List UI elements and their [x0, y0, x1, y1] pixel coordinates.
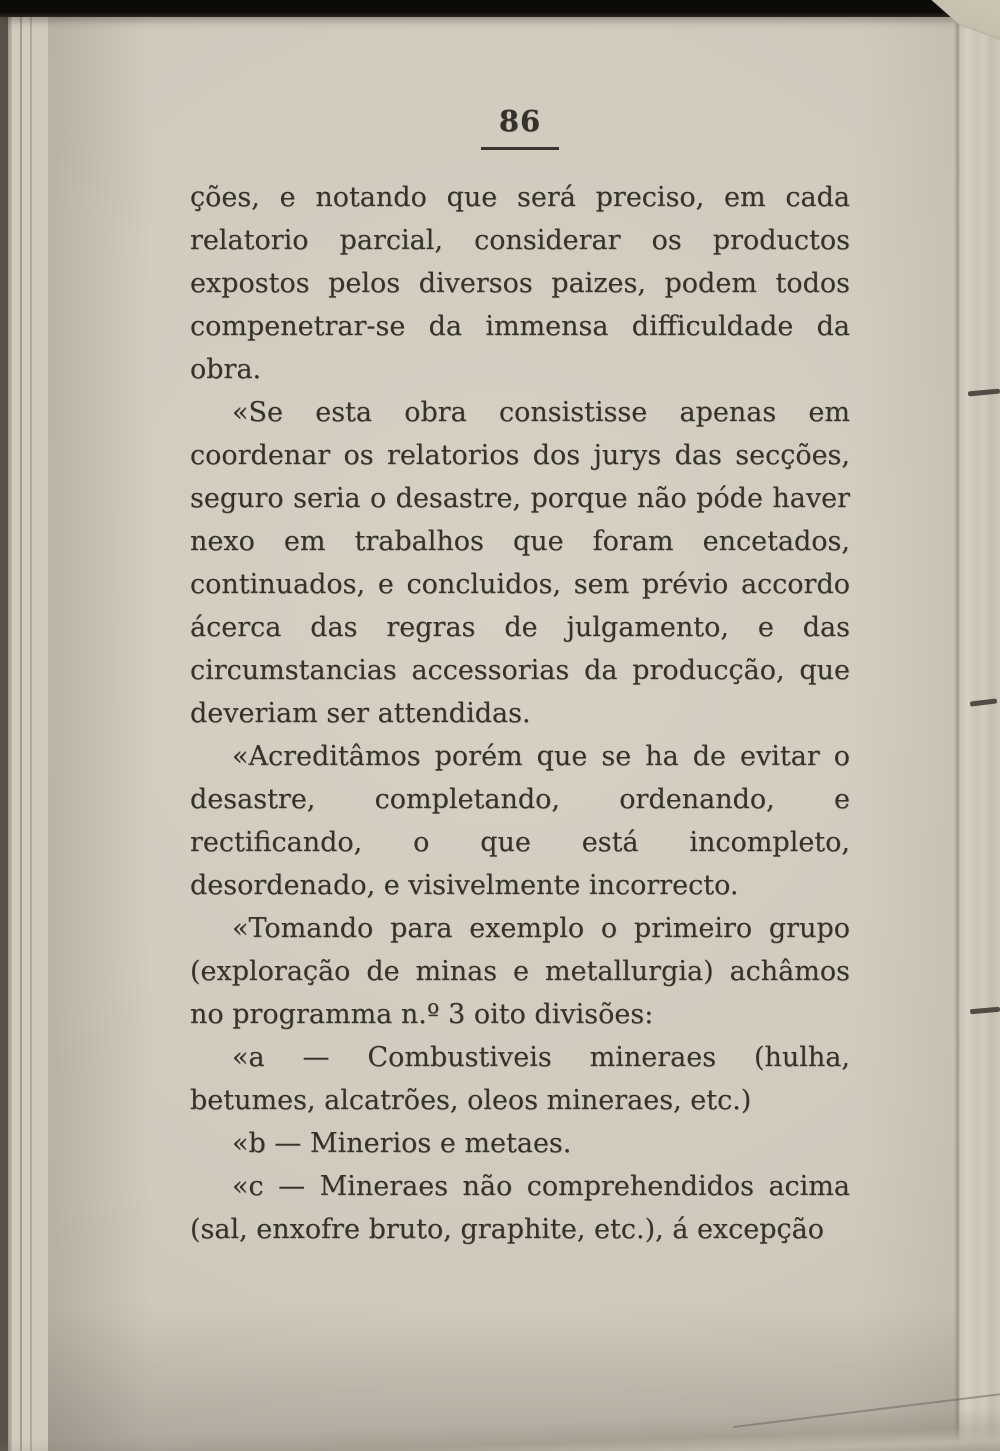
paragraph: «Tomando para exemplo o primeiro grupo (exploração de minas e metallurgia) achâmos no programma n.º 3 oito divisões: — [190, 913, 850, 1030]
right-page-stack-edge — [954, 14, 1000, 1451]
book-binding-page-edges — [0, 0, 48, 1451]
paragraph: «Se esta obra consistisse apenas em coordenar os relatorios dos jurys das secções, seguro seria o desastre, porque não póde haver nexo em trabalhos que foram encetados, continuados, e concluidos, sem prévio accordo ácerca das regras de julgamento, e das circumstancias accessorias da producção, que deveriam ser attendidas. — [190, 397, 850, 729]
paragraph-continuation: ções, e notando que será preciso, em cada relatorio parcial, considerar os productos expostos pelos diversos paizes, podem todos compenetrar-se da immensa difficuldade da obra. — [190, 182, 850, 385]
page-text-block — [190, 176, 850, 1251]
page-number-rule — [481, 147, 559, 150]
scan-dark-top-edge — [0, 0, 1000, 17]
list-item-b: «b — Minerios e metaes. — [232, 1128, 572, 1159]
page-header — [190, 104, 850, 150]
list-item-c: «c — Mineraes não comprehendidos acima (sal, enxofre bruto, graphite, etc.), á excepção — [190, 1171, 850, 1245]
bottom-page-edges — [0, 1387, 1000, 1451]
page-number: 86 — [498, 104, 542, 138]
list-item-a: «a — Combustiveis mineraes (hulha, betumes, alcatrões, oleos mineraes, etc.) — [190, 1042, 850, 1116]
paragraph: «Acreditâmos porém que se ha de evitar o desastre, completando, ordenando, e rectificando, o que está incompleto, desordenado, e visivelmente incorrecto. — [190, 741, 850, 901]
